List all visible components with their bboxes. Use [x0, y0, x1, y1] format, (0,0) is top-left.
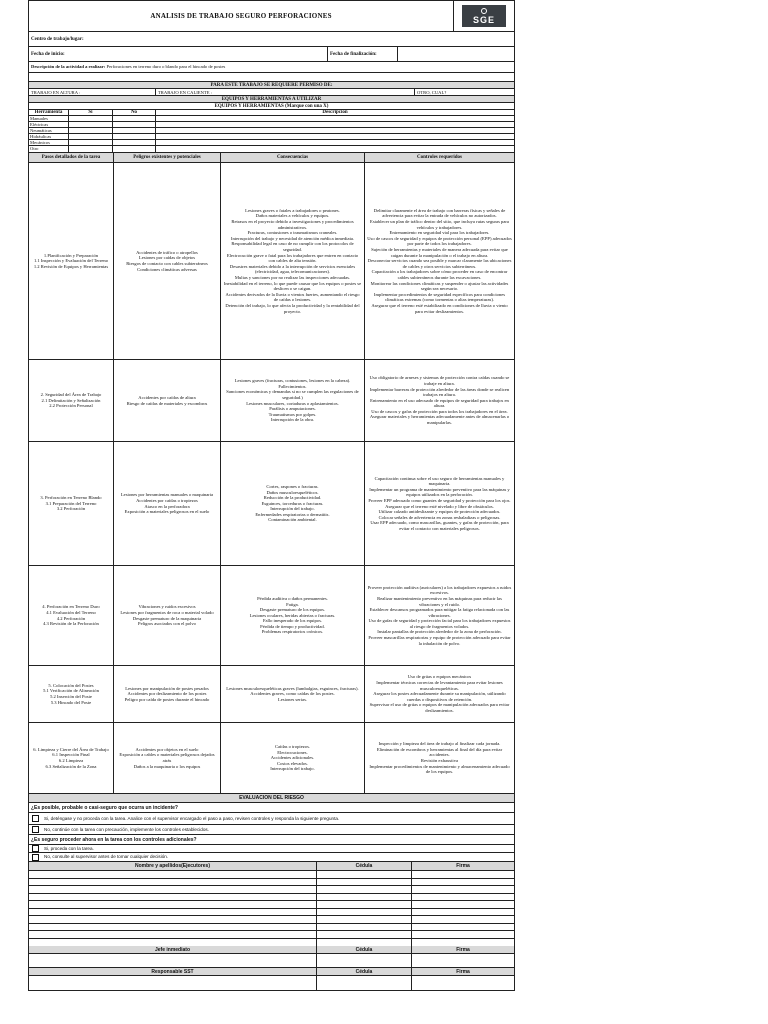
q1-option-si[interactable] — [29, 813, 514, 824]
step-controles: Uso de grúas o equipos mecánicos Implementar técnicas correctas de levantamiento para evitar lesiones musculoesqueléticas. Asegurar los postes adecuadamente durante su manipulación, utilizando cuerdas o dispositivos de retención. Supervisar el uso de grúas o equipos de manipulación adecuados para evitar deslizamientos. — [369, 674, 510, 713]
ejecutor-cedula-field[interactable] — [317, 939, 412, 947]
jefe-nombre-field[interactable] — [29, 954, 317, 967]
descripcion-value: Perforaciones en terreno duro o blando para el hincado de postes — [106, 64, 226, 70]
step-row — [29, 360, 514, 442]
signature-row — [29, 886, 514, 894]
tool-descripcion-field[interactable] — [156, 122, 514, 127]
tools-rows — [29, 116, 514, 152]
signature-row — [29, 901, 514, 909]
ejecutor-nombre-field[interactable] — [29, 909, 317, 916]
form-header — [28, 0, 515, 32]
ejecutor-cedula-field[interactable] — [317, 901, 412, 908]
permiso-otro[interactable]: OTRO, CUAL? — [417, 90, 447, 95]
tool-no-field[interactable] — [113, 116, 156, 121]
tool-type: Hidráulicas — [29, 134, 69, 139]
tool-no-field[interactable] — [113, 128, 156, 133]
ejecutor-firma-field[interactable] — [412, 939, 514, 947]
ejecutor-cedula-field[interactable] — [317, 916, 412, 923]
step-peligros: Accidentes por objetos en el suelo Exposición a cables o materiales peligrosos dejados atrás Daños a la maquinaria o los equipos — [114, 723, 221, 793]
signature-row — [29, 924, 514, 932]
q1-option-si-label: Si, deténgase y no proceda con la tarea. Analice con el supervisor encargado el paso a paso, revisen controles y responda la siguiente pregunta. — [44, 815, 340, 821]
ejecutor-cedula-field[interactable] — [317, 924, 412, 931]
spacer-row — [29, 73, 514, 81]
step-controles: Delimitar claramente el área de trabajo con barreras físicas y señales de advertencia para evitar la entrada de vehículos no autorizados. Establecer un plan de tráfico dentro del sitio, que incluya rutas seguras para vehículos y trabajadores. Entrenamiento en seguridad vial para los trabajadores. Uso de cascos de seguridad y equipos de protección personal (EPP) adecuados por parte de todos los trabajadores. Sujeción de herramientas y materiales de manera adecuada para evitar que caigan durante la manipulación o el trabajo en altura. Desconectar servicios cuando sea posible y marcar claramente las ubicaciones de cables y otros servicios subterráneos. Capacitación a los trabajadores sobre cómo proceder en caso de encontrar cables subterráneos durante las excavaciones. Monitorear las condiciones climáticas y suspender o ajustar las actividades según sea necesario. Implementar procedimientos de seguridad específicos para condiciones climáticas extremas (como tormentas o altas temperaturas). Asegurar que el terreno esté estabilizado en condiciones de lluvia o viento para evitar deslizamientos. — [367, 207, 512, 314]
step-consecuencias: Lesiones graves o fatales a trabajadores o peatones. Daños materiales a vehículos y equipos. Retrasos en el proyecto debido a investigaciones y procedimientos administrativos. Fracturas, contusiones o traumatismos craneales. Interrupción del trabajo y necesidad de atención médica inmediata. Responsabilidad legal en caso de no cumplir con los protocolos de seguridad. Electrocución grave o fatal para los trabajadores que entren en contacto con cables de alta tensión. Desastres materiales debido a la interrupción de servicios esenciales (electricidad, agua, telecomunicaciones). Multas y sanciones por no realizar las inspecciones adecuadas. Inestabilidad en el terreno, lo que puede causar que los equipos o postes se deslicen o se caigan. Accidentes derivados de la lluvia o vientos fuertes, aumentando el riesgo de caídas o lesiones. Detención del trabajo, lo que afecta la productividad y la rentabilidad del proyecto. — [221, 163, 365, 359]
ejecutor-nombre-field[interactable] — [29, 931, 317, 938]
tool-type: Eléctricas — [29, 122, 69, 127]
fecha-inicio-label: Fecha de inicio: — [29, 47, 328, 61]
ejecutor-firma-field[interactable] — [412, 901, 514, 908]
tool-si-field[interactable] — [69, 116, 113, 121]
ejecutor-nombre-field[interactable] — [29, 939, 317, 947]
ejecutor-cedula-field[interactable] — [317, 894, 412, 901]
step-consecuencias: Caídas o tropiezos. Electrocuciones. Accidentes adicionales. Costos elevados. Interrupción del trabajo. — [221, 723, 365, 793]
tool-descripcion-field[interactable] — [156, 140, 514, 145]
step-row — [29, 163, 514, 360]
tool-descripcion-field[interactable] — [156, 146, 514, 152]
step-row — [29, 442, 514, 566]
step-pasos: 2. Seguridad del Área de Trabajo 2.1 Delimitación y Señalización 2.2 Protección Personal — [29, 360, 114, 441]
responsable-cedula-label: Cédula — [317, 968, 412, 975]
responsable-nombre-field[interactable] — [29, 976, 317, 990]
col-nombre: Nombre y apellidos(Ejecutores) — [29, 862, 317, 870]
q2-option-no-label: No, consulte al supervisor antes de tomar cualquier decisión. — [44, 854, 169, 860]
tool-descripcion-field[interactable] — [156, 128, 514, 133]
tool-si-field[interactable] — [69, 122, 113, 127]
jefe-firma-label: Firma — [456, 947, 470, 953]
tool-no-field[interactable] — [113, 140, 156, 145]
checkbox-icon[interactable] — [32, 815, 39, 822]
tool-type: Otro — [29, 146, 69, 152]
col-pasos: Pasos detallados de la tarea — [29, 153, 114, 162]
fecha-final-label: Fecha de finalización: — [328, 47, 398, 61]
signature-row — [29, 871, 514, 879]
step-row — [29, 666, 514, 723]
checkbox-icon[interactable] — [32, 845, 39, 852]
step-peligros: Vibraciones y ruidos excesivos Lesiones por fragmentos de roca o material volado Desgaste prematuro de la maquinaria Peligros asociados con el polvo — [114, 566, 221, 665]
step-row — [29, 566, 514, 666]
col-no: No — [113, 110, 156, 115]
tool-type: Mecánicos — [29, 140, 69, 145]
descripcion-row — [29, 62, 514, 72]
tool-si-field[interactable] — [69, 146, 113, 152]
q1-option-no[interactable] — [29, 825, 514, 834]
equipos-title: EQUIPOS Y HERRAMIENTAS A UTILIZAR — [221, 97, 322, 102]
step-peligros: Accidentes por caídas de altura Riesgo de caídas de materiales y escombros — [114, 360, 221, 441]
permiso-altura[interactable]: TRABAJO EN ALTURA : — [29, 89, 156, 95]
fecha-final-value[interactable] — [398, 47, 514, 61]
equipos-subtitle: EQUIPOS Y HERRAMIENTAS (Marque con una X) — [214, 104, 329, 109]
col-controles: Controles requeridos — [365, 153, 514, 162]
tool-no-field[interactable] — [113, 134, 156, 139]
evaluacion-title: EVALUACION DEL RIESGO — [239, 795, 304, 801]
signature-rows — [29, 871, 514, 946]
ejecutor-firma-field[interactable] — [412, 916, 514, 923]
evaluacion-block — [28, 794, 515, 862]
ejecutor-cedula-field[interactable] — [317, 931, 412, 938]
col-firma: Firma — [456, 863, 470, 869]
step-row — [29, 723, 514, 793]
responsable-firma-field[interactable] — [412, 976, 514, 990]
permiso-title: PARA ESTE TRABAJO SE REQUIERE PERMISO DE: — [210, 83, 333, 88]
ejecutor-nombre-field[interactable] — [29, 924, 317, 931]
sge-logo — [462, 5, 506, 27]
ejecutor-cedula-field[interactable] — [317, 871, 412, 878]
step-pasos: 6. Limpieza y Cierre del Área de Trabajo 6.1 Inspección Final 6.2 Limpieza 6.3 Señalización de la Zona — [29, 723, 114, 793]
ejecutor-nombre-field[interactable] — [29, 879, 317, 886]
tool-si-field[interactable] — [69, 128, 113, 133]
tool-no-field[interactable] — [113, 146, 156, 152]
step-pasos: 5. Colocación del Postes 5.1 Verificación de Alineación 5.2 Inserción del Poste 5.3 Hincado del Poste — [29, 666, 114, 722]
step-rows — [29, 163, 514, 793]
logo-text: SGE — [472, 14, 495, 25]
responsable-sst-label: Responsable SST — [29, 968, 317, 975]
q2-option-si[interactable] — [29, 845, 514, 852]
evaluacion-q2: ¿Es seguro proceder ahora en la tarea con los controles adicionales? — [31, 837, 197, 843]
ejecutor-cedula-field[interactable] — [317, 886, 412, 893]
tool-si-field[interactable] — [69, 134, 113, 139]
step-consecuencias: Lesiones musculoesqueléticas graves (lumbalgias, esguinces, fracturas). Accidentes graves, como caídas de los postes. Lesiones serias. — [221, 666, 365, 722]
step-consecuencias: Cortes, raspones o fracturas. Daños musculoesqueléticos. Reducción de la productividad. Esguinces, torceduras o fracturas. Interrupción del trabajo. Enfermedades respiratorias o dermatitis. Contaminación ambiental. — [221, 442, 365, 565]
col-peligros: Peligros existentes y potenciales — [114, 153, 221, 162]
ejecutor-cedula-field[interactable] — [317, 909, 412, 916]
step-consecuencias: Pérdida auditiva o daños permanentes. Fatiga. Desgaste prematuro de los equipos. Lesiones oculares, heridas abiertas o fracturas. Fallo inesperado de los equipos. Pérdida de tiempo y productividad. Problemas respiratorios crónicos. — [221, 566, 365, 665]
checkbox-icon[interactable] — [32, 826, 39, 833]
tool-no-field[interactable] — [113, 122, 156, 127]
ejecutor-firma-field[interactable] — [412, 886, 514, 893]
signature-row — [29, 894, 514, 902]
info-block — [28, 32, 515, 82]
jefe-cedula-field[interactable] — [317, 954, 412, 967]
jefe-inmediato-label: Jefe inmediato — [29, 946, 317, 953]
step-peligros: Lesiones por herramientas manuales o maquinaria Accidentes por caídas o tropiezos Atasco en la perforadora Exposición a materiales peligrosos en el suelo — [114, 442, 221, 565]
responsable-firma-label: Firma — [456, 969, 470, 975]
ejecutor-firma-field[interactable] — [412, 909, 514, 916]
col-consecuencias: Consecuencias — [221, 153, 365, 162]
col-herramienta: Herramienta — [29, 110, 69, 115]
evaluacion-q1: ¿Es posible, probable o casi-seguro que ocurra un incidente? — [31, 805, 178, 811]
permiso-caliente[interactable]: TRABAJO EN CALIENTE : — [156, 89, 415, 95]
logo-symbol-icon — [481, 8, 487, 14]
ejecutor-firma-field[interactable] — [412, 879, 514, 886]
firmas-block — [28, 862, 515, 991]
step-pasos: 4. Perforación en Terreno Duro 4.1 Evaluación del Terreno 4.2 Perforación 4.3 Revisión de la Perforación — [29, 566, 114, 665]
step-controles: Uso obligatorio de arneses y sistemas de protección contra caídas cuando se trabaje en altura. Implementar barreras de protección alrededor de las áreas donde se realicen trabajos en altura. Entrenamiento en el uso adecuado de equipos de seguridad para trabajos en altura. Uso de cascos y gafas de protección para todos los trabajadores en el área. Asegurar materiales y herramientas adecuadamente antes de almacenarlas o manipularlas. — [369, 375, 510, 426]
step-pasos: 3. Perforación en Terreno Blando 3.1 Preparación del Terreno 3.2 Perforación — [29, 442, 114, 565]
step-controles: Inspección y limpieza del área de trabajo al finalizar cada jornada. Eliminación de escombros y herramientas al final del día para evitar accidentes. Revisión exhaustiva Implementar procedimientos de mantenimiento y almacenamiento adecuado de los equipos. — [369, 741, 510, 775]
ejecutor-nombre-field[interactable] — [29, 886, 317, 893]
ejecutor-firma-field[interactable] — [412, 894, 514, 901]
checkbox-icon[interactable] — [32, 854, 39, 861]
centro-trabajo-label: Centro de trabajo/lugar: — [31, 36, 84, 42]
ejecutor-nombre-field[interactable] — [29, 916, 317, 923]
col-si: Si — [69, 110, 113, 115]
ejecutor-firma-field[interactable] — [412, 871, 514, 878]
tool-row — [29, 146, 514, 152]
ejecutor-cedula-field[interactable] — [317, 879, 412, 886]
ejecutor-firma-field[interactable] — [412, 924, 514, 931]
signature-row — [29, 879, 514, 887]
step-controles: Proveer protección auditiva (auriculares) a los trabajadores expuestos a ruidos excesivos. Realizar mantenimiento preventivo en las máquinas para reducir las vibraciones y el ruido. Establecer descansos programados para mitigar la fatiga relacionada con las vibraciones. Uso de gafas de seguridad y protección facial para los trabajadores expuestos al riesgo de fragmentos volados. Instalar pantallas de protección alrededor de la zona de perforación. Proveer mascarillas respiratorias y equipo de protección adecuado para evitar la inhalación de polvo. — [367, 584, 512, 646]
tool-descripcion-field[interactable] — [156, 116, 514, 121]
step-pasos: 1.Planificación y Preparación 1.1 Inspección y Evaluación del Terreno 1.2 Revisión de Equipos y Herramientas — [29, 163, 114, 359]
jefe-firma-field[interactable] — [412, 954, 514, 967]
signature-row — [29, 939, 514, 947]
signature-row — [29, 931, 514, 939]
step-peligros: Accidentes de tráfico o atropellos Lesiones por caídas de objetos Riesgos de contacto con cables subterráneos Condiciones climáticas adversas — [114, 163, 221, 359]
q1-option-no-label: No, continúe con la tarea con precaución, implemente los controles establecidos. — [44, 826, 209, 832]
col-cedula: Cédula — [317, 862, 412, 870]
tool-descripcion-field[interactable] — [156, 134, 514, 139]
document-title: ANALISIS DE TRABAJO SEGURO PERFORACIONES — [29, 1, 454, 31]
ejecutor-nombre-field[interactable] — [29, 894, 317, 901]
ejecutor-nombre-field[interactable] — [29, 901, 317, 908]
ejecutor-nombre-field[interactable] — [29, 871, 317, 878]
step-peligros: Lesiones por manipulación de postes pesados Accidentes por deslizamiento de los postes Peligro por caída de postes durante el hincado — [114, 666, 221, 722]
ejecutor-firma-field[interactable] — [412, 931, 514, 938]
q2-option-no[interactable] — [29, 853, 514, 861]
responsable-cedula-field[interactable] — [317, 976, 412, 990]
hazards-header — [29, 153, 514, 163]
step-controles: Capacitación continua sobre el uso seguro de herramientas manuales y maquinaria. Implementar un programa de mantenimiento preventivo para las máquinas y equipos utilizados en la perforación. Proveer EPP adecuado como guantes de seguridad y protección para los ojos. Asegurar que el terreno esté nivelado y libre de obstáculos. Utilizar calzado antideslizante y equipos de protección adecuados. Colocar señales de advertencia en zonas resbaladizas o peligrosas. Usar EPP adecuado, como mascarillas, guantes, y gafas de protección, para evitar el contacto con materiales peligrosos. — [368, 475, 511, 531]
ats-form — [28, 0, 515, 991]
signature-row — [29, 909, 514, 917]
permiso-block — [28, 82, 515, 153]
tool-type: Neumáticas — [29, 128, 69, 133]
step-consecuencias: Lesiones graves (fracturas, contusiones, lesiones en la cabeza). Fallecimientos. Sanciones económicas y demandas si no se cumplen las regulaciones de seguridad.) Lesiones musculares, cortaduras o aplastamientos. Parálisis o amputaciones. Traumatismos por golpes. Interrupción de la obra. — [221, 360, 365, 441]
descripcion-label: Descripción de la actividad a realizar: — [31, 64, 106, 70]
company-logo — [454, 1, 514, 31]
jefe-cedula-label: Cédula — [317, 946, 412, 953]
hazards-table — [28, 153, 515, 794]
tool-type: Manuales — [29, 116, 69, 121]
col-descripcion: Descripcion — [322, 110, 348, 115]
tool-si-field[interactable] — [69, 140, 113, 145]
signature-row — [29, 916, 514, 924]
q2-option-si-label: Si, proceda con la tarea. — [44, 845, 94, 851]
